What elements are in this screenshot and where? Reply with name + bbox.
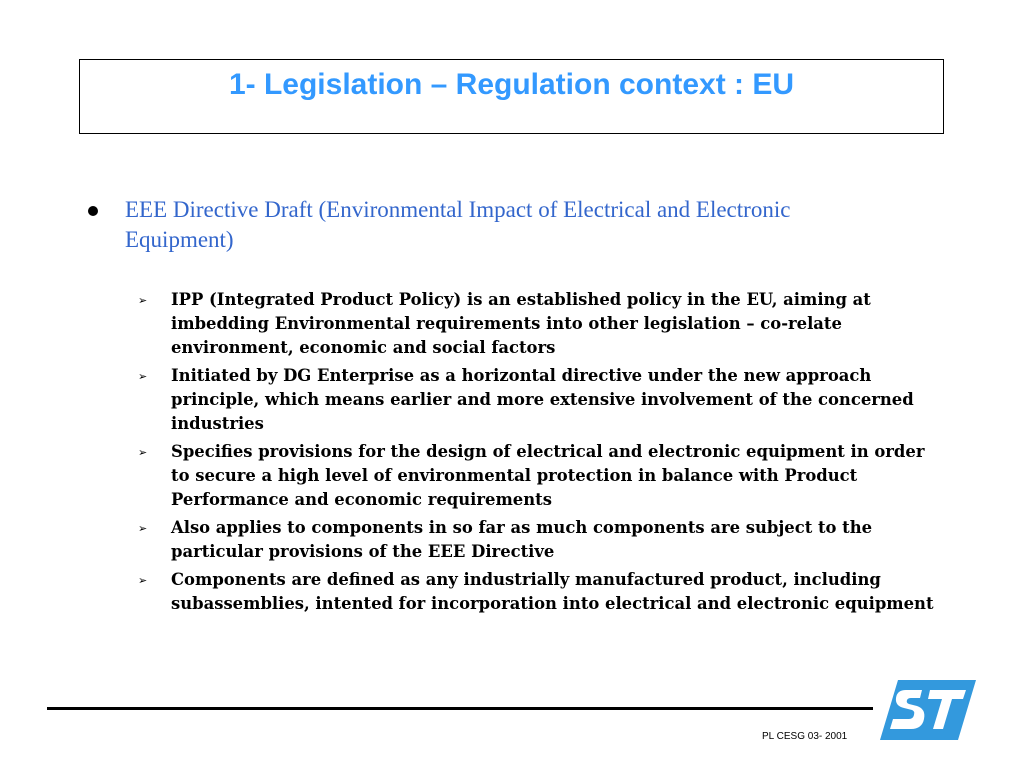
sub-bullet-item xyxy=(138,516,938,564)
main-bullet xyxy=(88,195,898,255)
title-box xyxy=(79,59,944,134)
sub-bullet-text: Components are defined as any industrially manufactured product, including subassemblies, intented for incorporation into electrical and electronic equipment xyxy=(171,570,934,613)
sub-bullet-item xyxy=(138,288,938,360)
arrow-bullet-icon: ➢ xyxy=(138,574,148,587)
sub-bullet-text: Initiated by DG Enterprise as a horizontal directive under the new approach principle, which means earlier and more extensive involvement of the concerned industries xyxy=(171,366,914,433)
arrow-bullet-icon: ➢ xyxy=(138,446,148,459)
sub-bullet-item xyxy=(138,440,938,512)
arrow-bullet-icon: ➢ xyxy=(138,522,148,535)
sub-bullet-text: IPP (Integrated Product Policy) is an established policy in the EU, aiming at imbedding Environmental requirements into other legislation – co-relate environment, economic and social factors xyxy=(171,290,871,357)
footer-divider xyxy=(47,707,873,710)
sub-bullet-text: Also applies to components in so far as much components are subject to the particular provisions of the EEE Directive xyxy=(171,518,873,561)
slide-title: 1- Legislation – Regulation context : EU xyxy=(228,68,795,101)
sub-bullet-item xyxy=(138,568,938,616)
sub-bullet-list xyxy=(138,288,938,620)
arrow-bullet-icon: ➢ xyxy=(138,370,148,383)
arrow-bullet-icon: ➢ xyxy=(138,294,148,307)
main-bullet-text: EEE Directive Draft (Environmental Impact of Electrical and Electronic Equipment) xyxy=(125,197,791,252)
footer-label: PL CESG 03- 2001 xyxy=(762,731,848,742)
sub-bullet-item xyxy=(138,364,938,436)
sub-bullet-text: Specifies provisions for the design of electrical and electronic equipment in order to secure a high level of environmental protection in balance with Product Performance and economic requirements xyxy=(171,442,925,509)
bullet-dot-icon xyxy=(88,206,98,216)
st-logo-icon xyxy=(880,678,976,742)
